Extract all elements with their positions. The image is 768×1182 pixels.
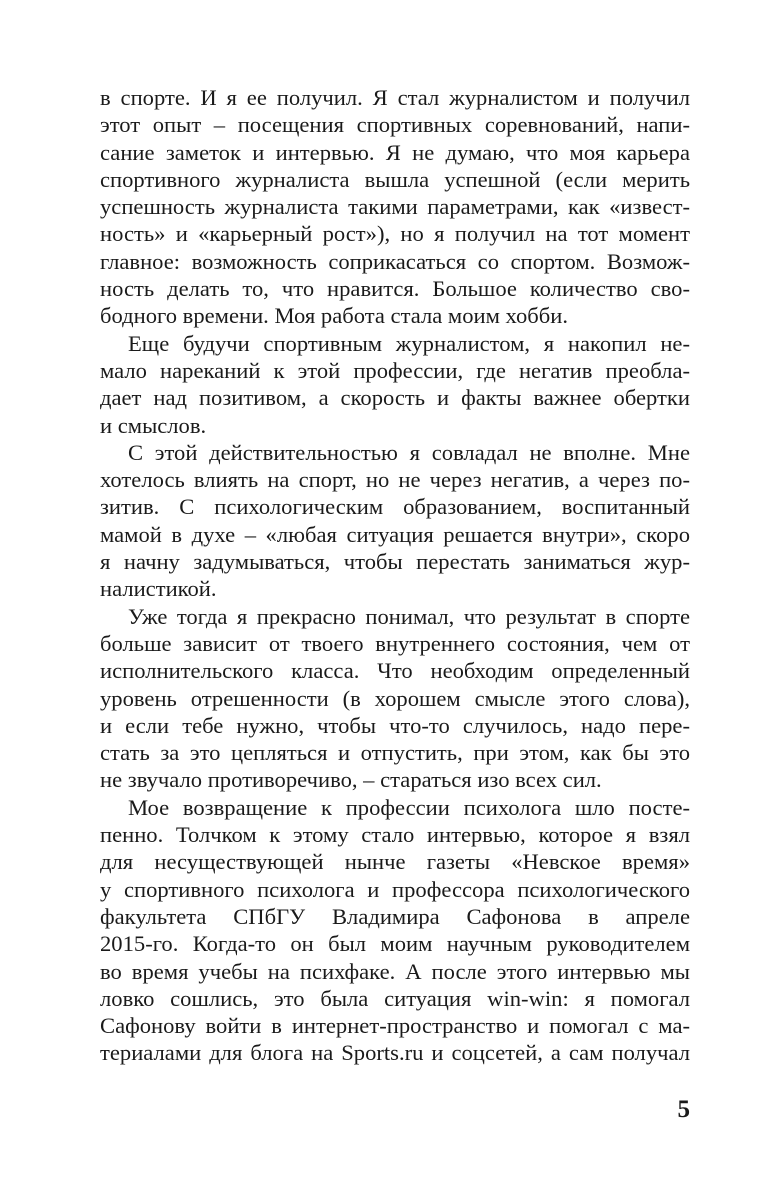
- text-line: успешность журналиста такими параметрами, как «извест-: [100, 194, 690, 220]
- text-line: я начну задумываться, чтобы перестать заниматься жур-: [100, 549, 690, 575]
- text-line: не звучало противоречиво, – стараться изо всех сил.: [100, 767, 602, 793]
- text-line: и если тебе нужно, чтобы что-то случилось, надо пере-: [100, 712, 690, 738]
- text-line: главное: возможность соприкасаться со спортом. Возмож-: [100, 248, 690, 274]
- text-line: хотелось влиять на спорт, но не через негатив, а через по-: [100, 467, 690, 493]
- text-line: бодного времени. Моя работа стала моим хобби.: [100, 303, 569, 329]
- text-line: ловко сошлись, это была ситуация win-win: я помогал: [100, 985, 690, 1011]
- text-line: ность делать то, что нравится. Большое количество сво-: [100, 276, 690, 302]
- text-line: исполнительского класса. Что необходим определенный: [100, 658, 690, 684]
- text-line: Мое возвращение к профессии психолога шло посте-: [128, 794, 690, 820]
- text-line: мамой в духе – «любая ситуация решается внутри», скоро: [100, 521, 690, 547]
- text-line: спортивного журналиста вышла успешной (если мерить: [100, 166, 690, 192]
- text-line: в спорте. И я ее получил. Я стал журналистом и получил: [100, 85, 690, 110]
- text-line: пенно. Толчком к этому стало интервью, которое я взял: [100, 822, 690, 848]
- page-number: 5: [677, 1096, 690, 1123]
- text-line: С этой действительностью я совладал не вполне. Мне: [128, 439, 690, 465]
- text-line: во время учебы на психфаке. А после этого интервью мы: [100, 958, 690, 984]
- text-line: Уже тогда я прекрасно понимал, что результат в спорте: [128, 603, 690, 629]
- text-block: [100, 84, 690, 1067]
- paragraph: [100, 794, 690, 1067]
- text-line: дает над позитивом, а скорость и факты важнее обертки: [100, 385, 690, 411]
- text-line: 2015-го. Когда-то он был моим научным руководителем: [100, 931, 690, 957]
- text-line: стать за это цепляться и отпустить, при этом, как бы это: [100, 740, 690, 766]
- text-line: Сафонову войти в интернет-пространство и помогал с ма-: [100, 1013, 690, 1039]
- text-line: и смыслов.: [100, 412, 207, 438]
- text-line: уровень отрешенности (в хорошем смысле этого слова),: [100, 685, 690, 711]
- text-line: больше зависит от твоего внутреннего состояния, чем от: [100, 630, 690, 656]
- paragraph: [100, 603, 690, 794]
- text-line: для несуществующей нынче газеты «Невское время»: [100, 849, 690, 875]
- text-line: этот опыт – посещения спортивных соревнований, напи-: [100, 112, 690, 138]
- paragraph: [100, 84, 690, 330]
- text-line: сание заметок и интервью. Я не думаю, что моя карьера: [100, 139, 690, 165]
- text-line: ность» и «карьерный рост»), но я получил на тот момент: [100, 221, 690, 247]
- text-line: Еще будучи спортивным журналистом, я накопил не-: [128, 330, 690, 356]
- text-line: налистикой.: [100, 576, 217, 602]
- text-line: териалами для блога на Sports.ru и соцсетей, а сам получал: [100, 1040, 690, 1066]
- paragraph: [100, 330, 690, 439]
- text-line: факультета СПбГУ Владимира Сафонова в апреле: [100, 903, 690, 929]
- text-line: мало нареканий к этой профессии, где негатив преобла-: [100, 357, 690, 383]
- text-line: у спортивного психолога и профессора психологического: [100, 876, 690, 902]
- text-line: зитив. С психологическим образованием, воспитанный: [100, 494, 690, 520]
- paragraph: [100, 439, 690, 603]
